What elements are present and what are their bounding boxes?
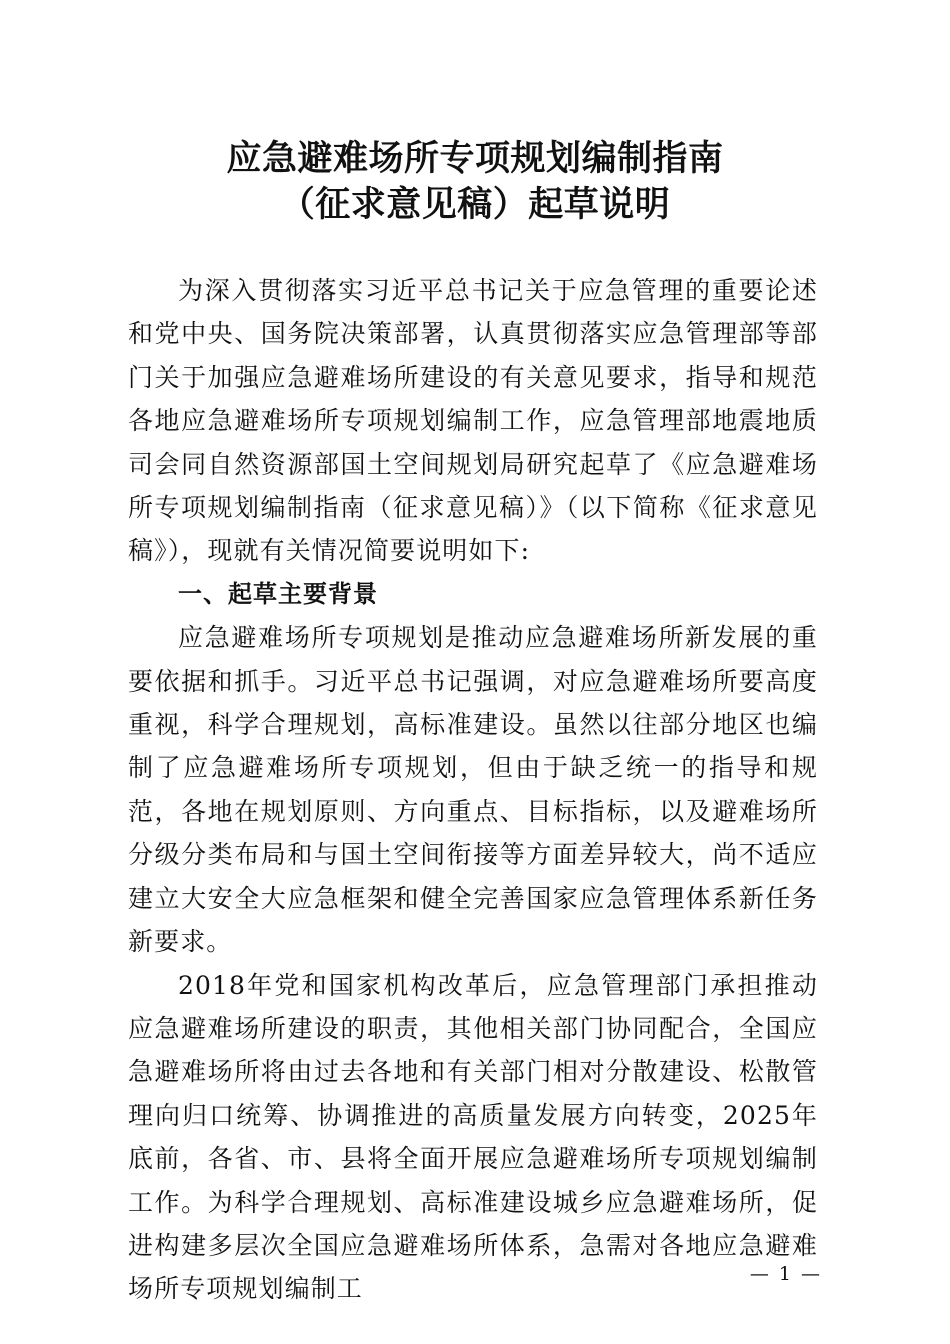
body-paragraph: 应急避难场所专项规划是推动应急避难场所新发展的重要依据和抓手。习近平总书记强调，对应急避难场所要高度重视，科学合理规划，高标准建设。虽然以往部分地区也编制了应急避难场所专项规划，但由于缺乏统一的指导和规范，各地在规划原则、方向重点、目标指标，以及避难场所分级分类布局和与国土空间衔接等方面差异较大，尚不适应建立大安全大应急框架和健全完善国家应急管理体系新任务新要求。 [128,623,818,957]
body-paragraph: 2018年党和国家机构改革后，应急管理部门承担推动应急避难场所建设的职责，其他相关部门协同配合，全国应急避难场所将由过去各地和有关部门相对分散建设、松散管理向归口统筹、协调推进的高质量发展方向转变，2025年底前，各省、市、县将全面开展应急避难场所专项规划编制工作。为科学合理规划、高标准建设城乡应急避难场所，促进构建多层次全国应急避难场所体系，急需对各地应急避难场所专项规划编制工 [128,970,818,1304]
page-number: — 1 — [749,1263,822,1285]
intro-paragraph: 为深入贯彻落实习近平总书记关于应急管理的重要论述和党中央、国务院决策部署，认真贯彻落实应急管理部等部门关于加强应急避难场所建设的有关意见要求，指导和规范各地应急避难场所专项规划编制工作，应急管理部地震地质司会同自然资源部国土空间规划局研究起草了《应急避难场所专项规划编制指南（征求意见稿）》（以下简称《征求意见稿》），现就有关情况简要说明如下: [128,276,818,566]
document-title: 应急避难场所专项规划编制指南 [226,139,724,179]
section-heading: 一、起草主要背景 [178,579,378,608]
document-body [128,269,818,1311]
document-subtitle: （征求意见稿）起草说明 [279,185,671,225]
